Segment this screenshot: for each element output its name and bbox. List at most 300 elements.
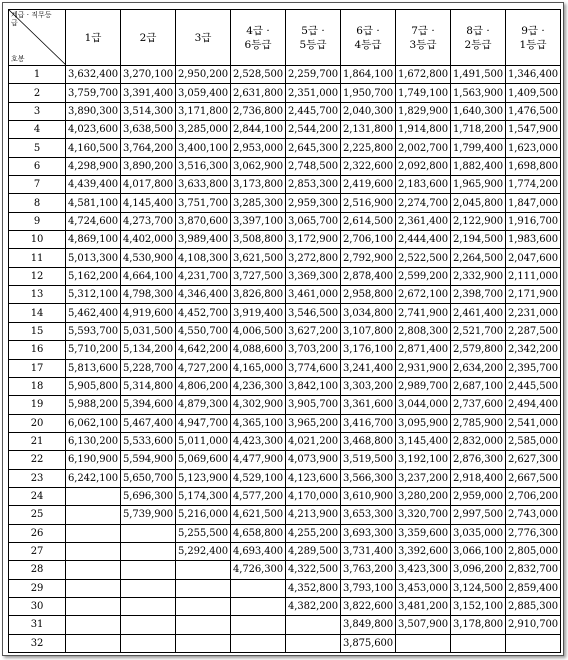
salary-cell: 2,522,500 xyxy=(396,249,451,267)
salary-cell xyxy=(176,579,231,597)
salary-cell xyxy=(66,542,121,560)
salary-cell: 2,395,700 xyxy=(506,359,561,377)
salary-cell: 2,741,900 xyxy=(396,304,451,322)
table-row xyxy=(9,121,561,139)
corner-bottom-label: 호봉 xyxy=(11,55,25,63)
salary-cell: 4,423,300 xyxy=(231,432,286,450)
salary-cell: 4,108,300 xyxy=(176,249,231,267)
salary-cell: 4,231,700 xyxy=(176,267,231,285)
salary-cell: 3,905,700 xyxy=(286,396,341,414)
step-cell: 11 xyxy=(9,249,66,267)
table-row xyxy=(9,194,561,212)
salary-cell: 3,703,200 xyxy=(286,341,341,359)
salary-cell: 2,953,000 xyxy=(231,139,286,157)
salary-cell: 3,124,500 xyxy=(451,579,506,597)
step-cell: 15 xyxy=(9,322,66,340)
salary-cell: 5,988,200 xyxy=(66,396,121,414)
salary-cell: 3,751,700 xyxy=(176,194,231,212)
salary-cell: 4,255,200 xyxy=(286,524,341,542)
salary-cell: 4,452,700 xyxy=(176,304,231,322)
salary-cell: 3,062,900 xyxy=(231,157,286,175)
column-header-line: 3등급 xyxy=(409,38,437,51)
corner-top-line1: 계급 · 직무등 xyxy=(11,11,52,19)
salary-cell: 5,739,900 xyxy=(121,506,176,524)
salary-cell: 3,727,500 xyxy=(231,267,286,285)
salary-cell: 2,832,000 xyxy=(451,432,506,450)
salary-cell: 4,577,200 xyxy=(231,487,286,505)
salary-cell: 2,494,400 xyxy=(506,396,561,414)
salary-cell: 3,107,800 xyxy=(341,322,396,340)
salary-cell: 1,950,700 xyxy=(341,84,396,102)
salary-cell: 3,044,000 xyxy=(396,396,451,414)
salary-cell: 2,047,600 xyxy=(506,249,561,267)
table-row xyxy=(9,451,561,469)
salary-cell: 1,829,900 xyxy=(396,102,451,120)
table-row xyxy=(9,84,561,102)
salary-cell: 2,736,800 xyxy=(231,102,286,120)
table-row xyxy=(9,432,561,450)
table-row xyxy=(9,157,561,175)
salary-cell: 3,237,200 xyxy=(396,469,451,487)
salary-cell: 2,958,800 xyxy=(341,286,396,304)
salary-cell: 2,122,900 xyxy=(451,212,506,230)
salary-cell: 2,194,500 xyxy=(451,231,506,249)
salary-cell: 2,264,500 xyxy=(451,249,506,267)
table-row xyxy=(9,341,561,359)
salary-cell: 4,302,900 xyxy=(231,396,286,414)
salary-cell xyxy=(176,616,231,634)
salary-cell: 4,402,000 xyxy=(121,231,176,249)
salary-cell: 6,062,100 xyxy=(66,414,121,432)
salary-cell: 2,445,500 xyxy=(506,377,561,395)
salary-cell: 4,726,300 xyxy=(231,561,286,579)
salary-cell xyxy=(66,579,121,597)
salary-cell: 3,633,800 xyxy=(176,176,231,194)
step-cell: 28 xyxy=(9,561,66,579)
salary-cell: 3,241,400 xyxy=(341,359,396,377)
table-row xyxy=(9,249,561,267)
salary-cell: 3,461,000 xyxy=(286,286,341,304)
table-row xyxy=(9,231,561,249)
salary-cell: 1,491,500 xyxy=(451,66,506,84)
salary-cell: 4,529,100 xyxy=(231,469,286,487)
salary-cell xyxy=(66,487,121,505)
salary-cell: 4,642,200 xyxy=(176,341,231,359)
table-row xyxy=(9,66,561,84)
column-header-line: 4등급 xyxy=(354,38,382,51)
salary-cell: 2,876,300 xyxy=(451,451,506,469)
salary-cell: 3,392,600 xyxy=(396,542,451,560)
salary-cell: 2,667,500 xyxy=(506,469,561,487)
salary-cell: 5,593,700 xyxy=(66,322,121,340)
salary-cell: 4,170,000 xyxy=(286,487,341,505)
salary-cell: 1,718,200 xyxy=(451,121,506,139)
salary-cell: 5,394,600 xyxy=(121,396,176,414)
salary-cell: 3,285,000 xyxy=(176,121,231,139)
salary-table xyxy=(8,9,561,653)
salary-cell: 4,530,900 xyxy=(121,249,176,267)
salary-cell: 2,332,900 xyxy=(451,267,506,285)
salary-cell: 1,965,900 xyxy=(451,176,506,194)
column-header-line: 2급 xyxy=(139,31,157,44)
salary-cell xyxy=(66,561,121,579)
salary-cell: 2,544,200 xyxy=(286,121,341,139)
salary-cell xyxy=(231,616,286,634)
salary-cell: 1,799,400 xyxy=(451,139,506,157)
salary-cell xyxy=(286,634,341,652)
salary-cell: 3,059,400 xyxy=(176,84,231,102)
salary-cell: 3,519,500 xyxy=(341,451,396,469)
salary-cell: 4,322,500 xyxy=(286,561,341,579)
step-cell: 6 xyxy=(9,157,66,175)
salary-cell: 2,541,000 xyxy=(506,414,561,432)
column-header xyxy=(286,10,341,66)
salary-cell: 2,045,800 xyxy=(451,194,506,212)
salary-cell: 3,627,200 xyxy=(286,322,341,340)
salary-cell: 3,638,500 xyxy=(121,121,176,139)
salary-cell: 4,352,800 xyxy=(286,579,341,597)
salary-cell: 5,013,300 xyxy=(66,249,121,267)
salary-cell: 1,346,400 xyxy=(506,66,561,84)
salary-cell: 3,693,300 xyxy=(341,524,396,542)
step-cell: 22 xyxy=(9,451,66,469)
salary-cell: 5,462,400 xyxy=(66,304,121,322)
salary-cell: 4,145,400 xyxy=(121,194,176,212)
table-row xyxy=(9,212,561,230)
salary-cell: 4,006,500 xyxy=(231,322,286,340)
salary-cell: 2,931,900 xyxy=(396,359,451,377)
column-header-line: 1등급 xyxy=(519,38,547,51)
salary-cell: 2,844,100 xyxy=(231,121,286,139)
salary-cell: 2,631,800 xyxy=(231,84,286,102)
document-frame xyxy=(2,2,564,656)
salary-cell: 2,231,000 xyxy=(506,304,561,322)
salary-cell: 5,594,900 xyxy=(121,451,176,469)
column-header-line: 5등급 xyxy=(299,38,327,51)
step-cell: 5 xyxy=(9,139,66,157)
salary-cell: 5,134,200 xyxy=(121,341,176,359)
salary-cell: 3,621,500 xyxy=(231,249,286,267)
salary-cell: 1,476,500 xyxy=(506,102,561,120)
salary-cell xyxy=(286,616,341,634)
salary-cell: 4,298,900 xyxy=(66,157,121,175)
salary-cell: 3,145,400 xyxy=(396,432,451,450)
column-header xyxy=(231,10,286,66)
table-row xyxy=(9,414,561,432)
salary-cell: 5,710,200 xyxy=(66,341,121,359)
salary-cell xyxy=(176,597,231,615)
salary-cell: 3,270,100 xyxy=(121,66,176,84)
salary-cell: 1,623,000 xyxy=(506,139,561,157)
salary-cell: 2,322,600 xyxy=(341,157,396,175)
salary-cell: 5,533,600 xyxy=(121,432,176,450)
salary-cell: 2,342,200 xyxy=(506,341,561,359)
salary-cell: 3,632,400 xyxy=(66,66,121,84)
step-cell: 12 xyxy=(9,267,66,285)
salary-cell xyxy=(121,616,176,634)
salary-cell: 5,216,000 xyxy=(176,506,231,524)
salary-cell: 1,749,100 xyxy=(396,84,451,102)
step-cell: 32 xyxy=(9,634,66,652)
salary-cell: 3,178,800 xyxy=(451,616,506,634)
salary-cell: 2,627,300 xyxy=(506,451,561,469)
salary-cell: 2,776,300 xyxy=(506,524,561,542)
salary-cell: 3,516,300 xyxy=(176,157,231,175)
salary-cell: 6,130,200 xyxy=(66,432,121,450)
salary-cell: 3,507,900 xyxy=(396,616,451,634)
column-header xyxy=(451,10,506,66)
salary-cell: 2,748,500 xyxy=(286,157,341,175)
salary-cell xyxy=(231,579,286,597)
corner-header-cell xyxy=(9,10,66,66)
step-cell: 14 xyxy=(9,304,66,322)
column-header-line: 2등급 xyxy=(464,38,492,51)
salary-cell: 2,461,400 xyxy=(451,304,506,322)
salary-cell: 3,965,200 xyxy=(286,414,341,432)
step-cell: 1 xyxy=(9,66,66,84)
salary-cell xyxy=(121,524,176,542)
salary-cell: 2,274,700 xyxy=(396,194,451,212)
salary-cell xyxy=(176,634,231,652)
salary-cell: 3,176,100 xyxy=(341,341,396,359)
salary-cell: 5,905,800 xyxy=(66,377,121,395)
salary-cell: 2,959,000 xyxy=(451,487,506,505)
step-cell: 17 xyxy=(9,359,66,377)
salary-cell: 2,419,600 xyxy=(341,176,396,194)
salary-cell: 4,724,600 xyxy=(66,212,121,230)
salary-cell: 3,397,100 xyxy=(231,212,286,230)
salary-cell: 4,439,400 xyxy=(66,176,121,194)
column-header-line: 7급 · xyxy=(411,24,435,37)
salary-cell: 5,650,700 xyxy=(121,469,176,487)
salary-cell: 4,550,700 xyxy=(176,322,231,340)
salary-cell: 1,563,900 xyxy=(451,84,506,102)
salary-cell: 3,508,800 xyxy=(231,231,286,249)
salary-cell: 4,806,200 xyxy=(176,377,231,395)
table-row xyxy=(9,139,561,157)
salary-cell: 2,111,000 xyxy=(506,267,561,285)
salary-cell: 3,793,100 xyxy=(341,579,396,597)
salary-cell xyxy=(231,634,286,652)
header-row xyxy=(9,10,561,66)
salary-cell xyxy=(121,579,176,597)
salary-cell: 3,369,300 xyxy=(286,267,341,285)
table-row xyxy=(9,579,561,597)
salary-cell: 3,546,500 xyxy=(286,304,341,322)
salary-cell: 5,174,300 xyxy=(176,487,231,505)
salary-cell xyxy=(66,616,121,634)
step-cell: 10 xyxy=(9,231,66,249)
salary-cell: 2,444,400 xyxy=(396,231,451,249)
salary-cell: 4,236,300 xyxy=(231,377,286,395)
salary-cell: 4,919,600 xyxy=(121,304,176,322)
salary-cell: 1,698,800 xyxy=(506,157,561,175)
salary-cell: 2,832,700 xyxy=(506,561,561,579)
column-header-line: 5급 · xyxy=(301,24,325,37)
salary-cell xyxy=(66,524,121,542)
salary-cell: 2,878,400 xyxy=(341,267,396,285)
salary-cell: 3,152,100 xyxy=(451,597,506,615)
step-cell: 26 xyxy=(9,524,66,542)
salary-cell: 3,034,800 xyxy=(341,304,396,322)
salary-cell: 2,259,700 xyxy=(286,66,341,84)
salary-cell: 5,162,200 xyxy=(66,267,121,285)
salary-cell: 3,566,300 xyxy=(341,469,396,487)
salary-cell: 6,242,100 xyxy=(66,469,121,487)
salary-cell: 2,805,000 xyxy=(506,542,561,560)
step-cell: 8 xyxy=(9,194,66,212)
salary-cell: 5,696,300 xyxy=(121,487,176,505)
column-header xyxy=(121,10,176,66)
salary-cell: 4,165,000 xyxy=(231,359,286,377)
salary-cell: 3,303,200 xyxy=(341,377,396,395)
table-row xyxy=(9,286,561,304)
salary-cell: 5,031,500 xyxy=(121,322,176,340)
salary-cell xyxy=(231,597,286,615)
step-cell: 23 xyxy=(9,469,66,487)
table-body xyxy=(9,66,561,653)
salary-cell: 3,272,800 xyxy=(286,249,341,267)
column-header-line: 4급 · xyxy=(246,24,270,37)
salary-cell: 2,743,000 xyxy=(506,506,561,524)
salary-cell: 3,890,300 xyxy=(66,102,121,120)
salary-cell: 3,173,800 xyxy=(231,176,286,194)
salary-cell: 2,959,300 xyxy=(286,194,341,212)
salary-cell: 3,361,600 xyxy=(341,396,396,414)
salary-cell: 6,190,900 xyxy=(66,451,121,469)
salary-cell: 4,947,700 xyxy=(176,414,231,432)
salary-cell: 2,871,400 xyxy=(396,341,451,359)
salary-cell: 5,813,600 xyxy=(66,359,121,377)
column-header-line: 6급 · xyxy=(356,24,380,37)
salary-cell: 2,131,800 xyxy=(341,121,396,139)
salary-cell: 3,416,700 xyxy=(341,414,396,432)
salary-cell: 3,774,600 xyxy=(286,359,341,377)
salary-cell xyxy=(121,561,176,579)
salary-cell: 2,445,700 xyxy=(286,102,341,120)
table-row xyxy=(9,304,561,322)
step-cell: 13 xyxy=(9,286,66,304)
salary-cell: 4,658,800 xyxy=(231,524,286,542)
salary-cell: 1,864,100 xyxy=(341,66,396,84)
salary-cell: 2,853,300 xyxy=(286,176,341,194)
salary-cell: 5,467,400 xyxy=(121,414,176,432)
salary-cell: 4,073,900 xyxy=(286,451,341,469)
salary-cell: 2,910,700 xyxy=(506,616,561,634)
salary-cell: 2,706,100 xyxy=(341,231,396,249)
salary-cell: 2,351,000 xyxy=(286,84,341,102)
salary-cell: 3,759,700 xyxy=(66,84,121,102)
salary-cell: 4,017,800 xyxy=(121,176,176,194)
salary-cell: 3,468,800 xyxy=(341,432,396,450)
salary-cell: 3,514,300 xyxy=(121,102,176,120)
salary-cell xyxy=(66,597,121,615)
salary-cell: 3,919,400 xyxy=(231,304,286,322)
salary-cell: 1,640,300 xyxy=(451,102,506,120)
salary-cell: 4,023,600 xyxy=(66,121,121,139)
column-header xyxy=(396,10,451,66)
salary-cell: 4,693,400 xyxy=(231,542,286,560)
salary-cell: 3,764,200 xyxy=(121,139,176,157)
salary-cell: 3,035,000 xyxy=(451,524,506,542)
salary-cell: 1,847,000 xyxy=(506,194,561,212)
table-row xyxy=(9,597,561,615)
salary-cell: 1,983,600 xyxy=(506,231,561,249)
salary-cell: 2,287,500 xyxy=(506,322,561,340)
salary-cell: 1,774,200 xyxy=(506,176,561,194)
step-cell: 3 xyxy=(9,102,66,120)
step-cell: 18 xyxy=(9,377,66,395)
salary-cell: 4,727,200 xyxy=(176,359,231,377)
table-row xyxy=(9,542,561,560)
salary-cell: 3,875,600 xyxy=(341,634,396,652)
column-header xyxy=(176,10,231,66)
salary-cell: 4,798,300 xyxy=(121,286,176,304)
salary-cell: 4,621,500 xyxy=(231,506,286,524)
salary-cell: 5,314,800 xyxy=(121,377,176,395)
salary-cell: 2,792,900 xyxy=(341,249,396,267)
salary-cell: 2,398,700 xyxy=(451,286,506,304)
step-cell: 9 xyxy=(9,212,66,230)
salary-cell: 5,011,000 xyxy=(176,432,231,450)
table-row xyxy=(9,469,561,487)
step-cell: 4 xyxy=(9,121,66,139)
salary-cell: 3,989,400 xyxy=(176,231,231,249)
salary-cell: 1,882,400 xyxy=(451,157,506,175)
salary-cell xyxy=(66,634,121,652)
salary-cell xyxy=(66,506,121,524)
salary-cell: 3,320,700 xyxy=(396,506,451,524)
salary-cell xyxy=(121,542,176,560)
column-header-line: 1급 xyxy=(84,31,102,44)
salary-cell xyxy=(121,634,176,652)
column-header xyxy=(66,10,121,66)
step-cell: 21 xyxy=(9,432,66,450)
salary-cell: 2,672,100 xyxy=(396,286,451,304)
salary-cell xyxy=(506,634,561,652)
table-row xyxy=(9,176,561,194)
salary-cell: 2,687,100 xyxy=(451,377,506,395)
salary-cell: 3,481,200 xyxy=(396,597,451,615)
salary-cell xyxy=(121,597,176,615)
salary-cell: 2,785,900 xyxy=(451,414,506,432)
salary-cell: 2,997,500 xyxy=(451,506,506,524)
table-row xyxy=(9,102,561,120)
column-header-line: 8급 · xyxy=(466,24,490,37)
salary-cell: 2,859,400 xyxy=(506,579,561,597)
step-cell: 30 xyxy=(9,597,66,615)
salary-cell: 3,400,100 xyxy=(176,139,231,157)
salary-cell: 2,361,400 xyxy=(396,212,451,230)
salary-cell: 3,610,900 xyxy=(341,487,396,505)
salary-cell: 3,280,200 xyxy=(396,487,451,505)
salary-cell: 2,950,200 xyxy=(176,66,231,84)
salary-cell xyxy=(396,634,451,652)
salary-cell: 3,359,600 xyxy=(396,524,451,542)
salary-cell: 2,585,000 xyxy=(506,432,561,450)
salary-cell: 3,731,400 xyxy=(341,542,396,560)
corner-top-line2: 급 xyxy=(11,19,18,27)
salary-cell: 2,808,300 xyxy=(396,322,451,340)
salary-cell: 1,914,800 xyxy=(396,121,451,139)
salary-cell: 3,096,200 xyxy=(451,561,506,579)
salary-cell: 4,382,200 xyxy=(286,597,341,615)
salary-cell: 3,423,300 xyxy=(396,561,451,579)
salary-cell: 1,916,700 xyxy=(506,212,561,230)
salary-cell: 3,890,200 xyxy=(121,157,176,175)
table-row xyxy=(9,377,561,395)
step-cell: 19 xyxy=(9,396,66,414)
